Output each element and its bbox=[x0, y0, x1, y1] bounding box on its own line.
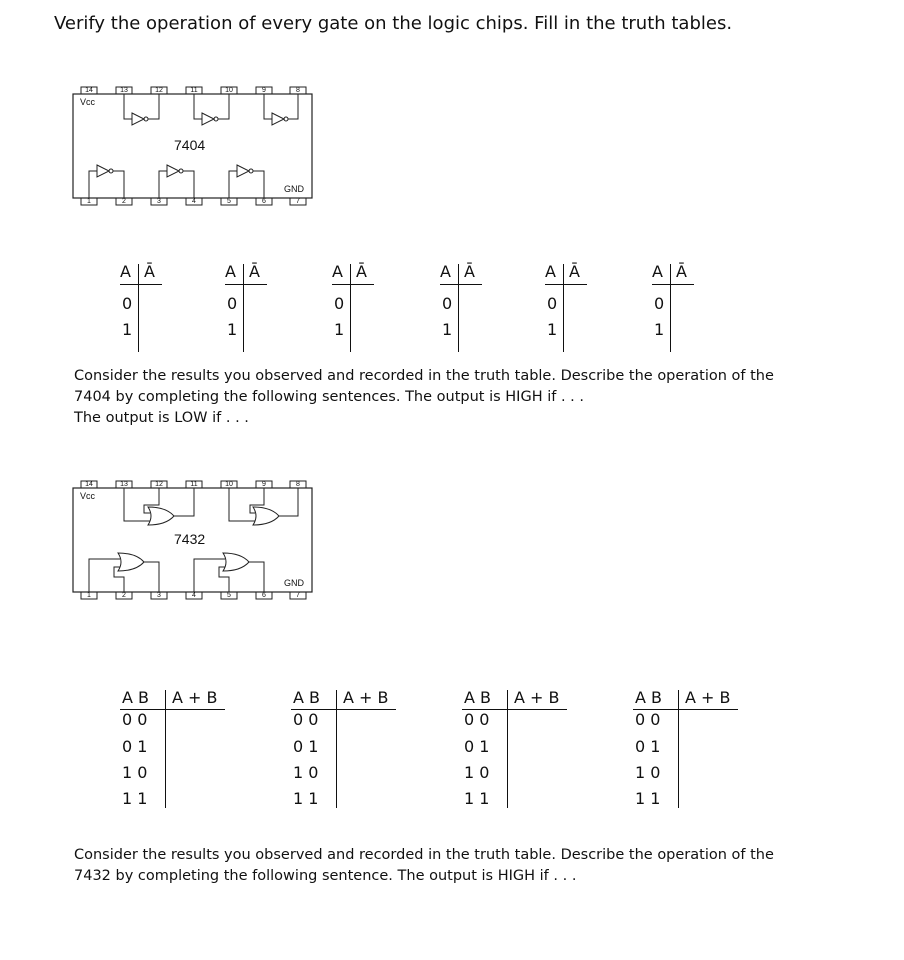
gnd-label: GND bbox=[284, 578, 304, 588]
row-input: 0 0 bbox=[635, 710, 661, 729]
table-divider bbox=[670, 264, 671, 352]
pin-label: 2 bbox=[122, 592, 126, 599]
paragraph-7432 bbox=[74, 845, 834, 887]
header-ab: A B bbox=[464, 688, 492, 707]
paragraph-line: Consider the results you observed and recorded in the truth table. Describe the operation of the bbox=[74, 368, 774, 384]
header-not-a: Ā bbox=[464, 262, 475, 281]
pin-label: 14 bbox=[85, 87, 93, 94]
row-input: 1 1 bbox=[635, 789, 661, 808]
pin-label: 14 bbox=[85, 481, 93, 488]
table-divider bbox=[138, 264, 139, 352]
table-divider bbox=[458, 264, 459, 352]
row-input: 1 bbox=[442, 320, 453, 339]
pin-label: 4 bbox=[192, 198, 196, 205]
pin-label: 6 bbox=[262, 198, 266, 205]
header-a: A bbox=[332, 262, 343, 281]
gnd-label: GND bbox=[284, 184, 304, 194]
chip-name: 7404 bbox=[174, 137, 206, 153]
row-input: 0 bbox=[547, 294, 558, 313]
row-input: 1 bbox=[334, 320, 345, 339]
pin-label: 9 bbox=[262, 87, 266, 94]
header-a-plus-b: A + B bbox=[514, 688, 560, 707]
row-input: 0 bbox=[654, 294, 665, 313]
pin-label: 11 bbox=[190, 87, 198, 94]
header-not-a: Ā bbox=[569, 262, 580, 281]
table-divider bbox=[332, 284, 374, 285]
table-divider bbox=[225, 284, 267, 285]
pin-label: 13 bbox=[120, 481, 128, 488]
pin-label: 4 bbox=[192, 592, 196, 599]
table-divider bbox=[243, 264, 244, 352]
header-a: A bbox=[120, 262, 131, 281]
table-divider bbox=[350, 264, 351, 352]
row-input: 1 bbox=[547, 320, 558, 339]
pin-label: 12 bbox=[155, 481, 163, 488]
row-input: 0 bbox=[442, 294, 453, 313]
table-divider bbox=[165, 690, 166, 808]
paragraph-line: 7404 by completing the following sentences. The output is HIGH if . . . bbox=[74, 389, 584, 405]
header-ab: A B bbox=[122, 688, 150, 707]
header-ab: A B bbox=[293, 688, 321, 707]
header-a: A bbox=[545, 262, 556, 281]
table-divider bbox=[507, 690, 508, 808]
pin-label: 2 bbox=[122, 198, 126, 205]
row-input: 0 1 bbox=[293, 737, 319, 756]
table-divider bbox=[440, 284, 482, 285]
pin-label: 7 bbox=[296, 592, 300, 599]
paragraph-7404 bbox=[74, 366, 834, 429]
header-not-a: Ā bbox=[144, 262, 155, 281]
chip-7404-diagram bbox=[70, 87, 315, 222]
paragraph-line: The output is LOW if . . . bbox=[74, 410, 249, 426]
row-input: 0 1 bbox=[464, 737, 490, 756]
row-input: 1 bbox=[227, 320, 238, 339]
pin-label: 3 bbox=[157, 198, 161, 205]
header-a-plus-b: A + B bbox=[172, 688, 218, 707]
vcc-label: Vcc bbox=[80, 97, 96, 107]
row-input: 1 bbox=[122, 320, 133, 339]
header-a-plus-b: A + B bbox=[343, 688, 389, 707]
pin-label: 5 bbox=[227, 198, 231, 205]
pin-label: 9 bbox=[262, 481, 266, 488]
header-not-a: Ā bbox=[676, 262, 687, 281]
header-not-a: Ā bbox=[249, 262, 260, 281]
row-input: 1 0 bbox=[635, 763, 661, 782]
header-a-plus-b: A + B bbox=[685, 688, 731, 707]
pin-label: 12 bbox=[155, 87, 163, 94]
pin-label: 13 bbox=[120, 87, 128, 94]
header-a: A bbox=[652, 262, 663, 281]
pin-label: 1 bbox=[87, 592, 91, 599]
row-input: 0 0 bbox=[464, 710, 490, 729]
row-input: 1 bbox=[654, 320, 665, 339]
header-a: A bbox=[225, 262, 236, 281]
row-input: 1 0 bbox=[293, 763, 319, 782]
row-input: 0 bbox=[122, 294, 133, 313]
table-divider bbox=[652, 284, 694, 285]
table-divider bbox=[336, 690, 337, 808]
pin-label: 8 bbox=[296, 481, 300, 488]
chip-7432-diagram bbox=[70, 481, 315, 616]
row-input: 0 0 bbox=[122, 710, 148, 729]
pin-label: 1 bbox=[87, 198, 91, 205]
paragraph-line: 7432 by completing the following sentence. The output is HIGH if . . . bbox=[74, 868, 577, 884]
row-input: 0 bbox=[334, 294, 345, 313]
row-input: 1 1 bbox=[464, 789, 490, 808]
table-divider bbox=[563, 264, 564, 352]
row-input: 1 1 bbox=[293, 789, 319, 808]
row-input: 1 1 bbox=[122, 789, 148, 808]
table-divider bbox=[120, 284, 162, 285]
row-input: 1 0 bbox=[122, 763, 148, 782]
chip-name: 7432 bbox=[174, 531, 206, 547]
table-divider bbox=[545, 284, 587, 285]
pin-label: 6 bbox=[262, 592, 266, 599]
pin-label: 7 bbox=[296, 198, 300, 205]
row-input: 0 0 bbox=[293, 710, 319, 729]
pin-label: 11 bbox=[190, 481, 198, 488]
pin-label: 8 bbox=[296, 87, 300, 94]
pin-label: 5 bbox=[227, 592, 231, 599]
row-input: 0 1 bbox=[635, 737, 661, 756]
header-a: A bbox=[440, 262, 451, 281]
header-ab: A B bbox=[635, 688, 663, 707]
pin-label: 10 bbox=[225, 87, 233, 94]
pin-label: 10 bbox=[225, 481, 233, 488]
paragraph-line: Consider the results you observed and recorded in the truth table. Describe the operation of the bbox=[74, 847, 774, 863]
vcc-label: Vcc bbox=[80, 491, 96, 501]
pin-label: 3 bbox=[157, 592, 161, 599]
table-divider bbox=[678, 690, 679, 808]
header-not-a: Ā bbox=[356, 262, 367, 281]
row-input: 0 1 bbox=[122, 737, 148, 756]
row-input: 0 bbox=[227, 294, 238, 313]
worksheet-title: Verify the operation of every gate on the logic chips. Fill in the truth tables. bbox=[54, 13, 733, 34]
row-input: 1 0 bbox=[464, 763, 490, 782]
